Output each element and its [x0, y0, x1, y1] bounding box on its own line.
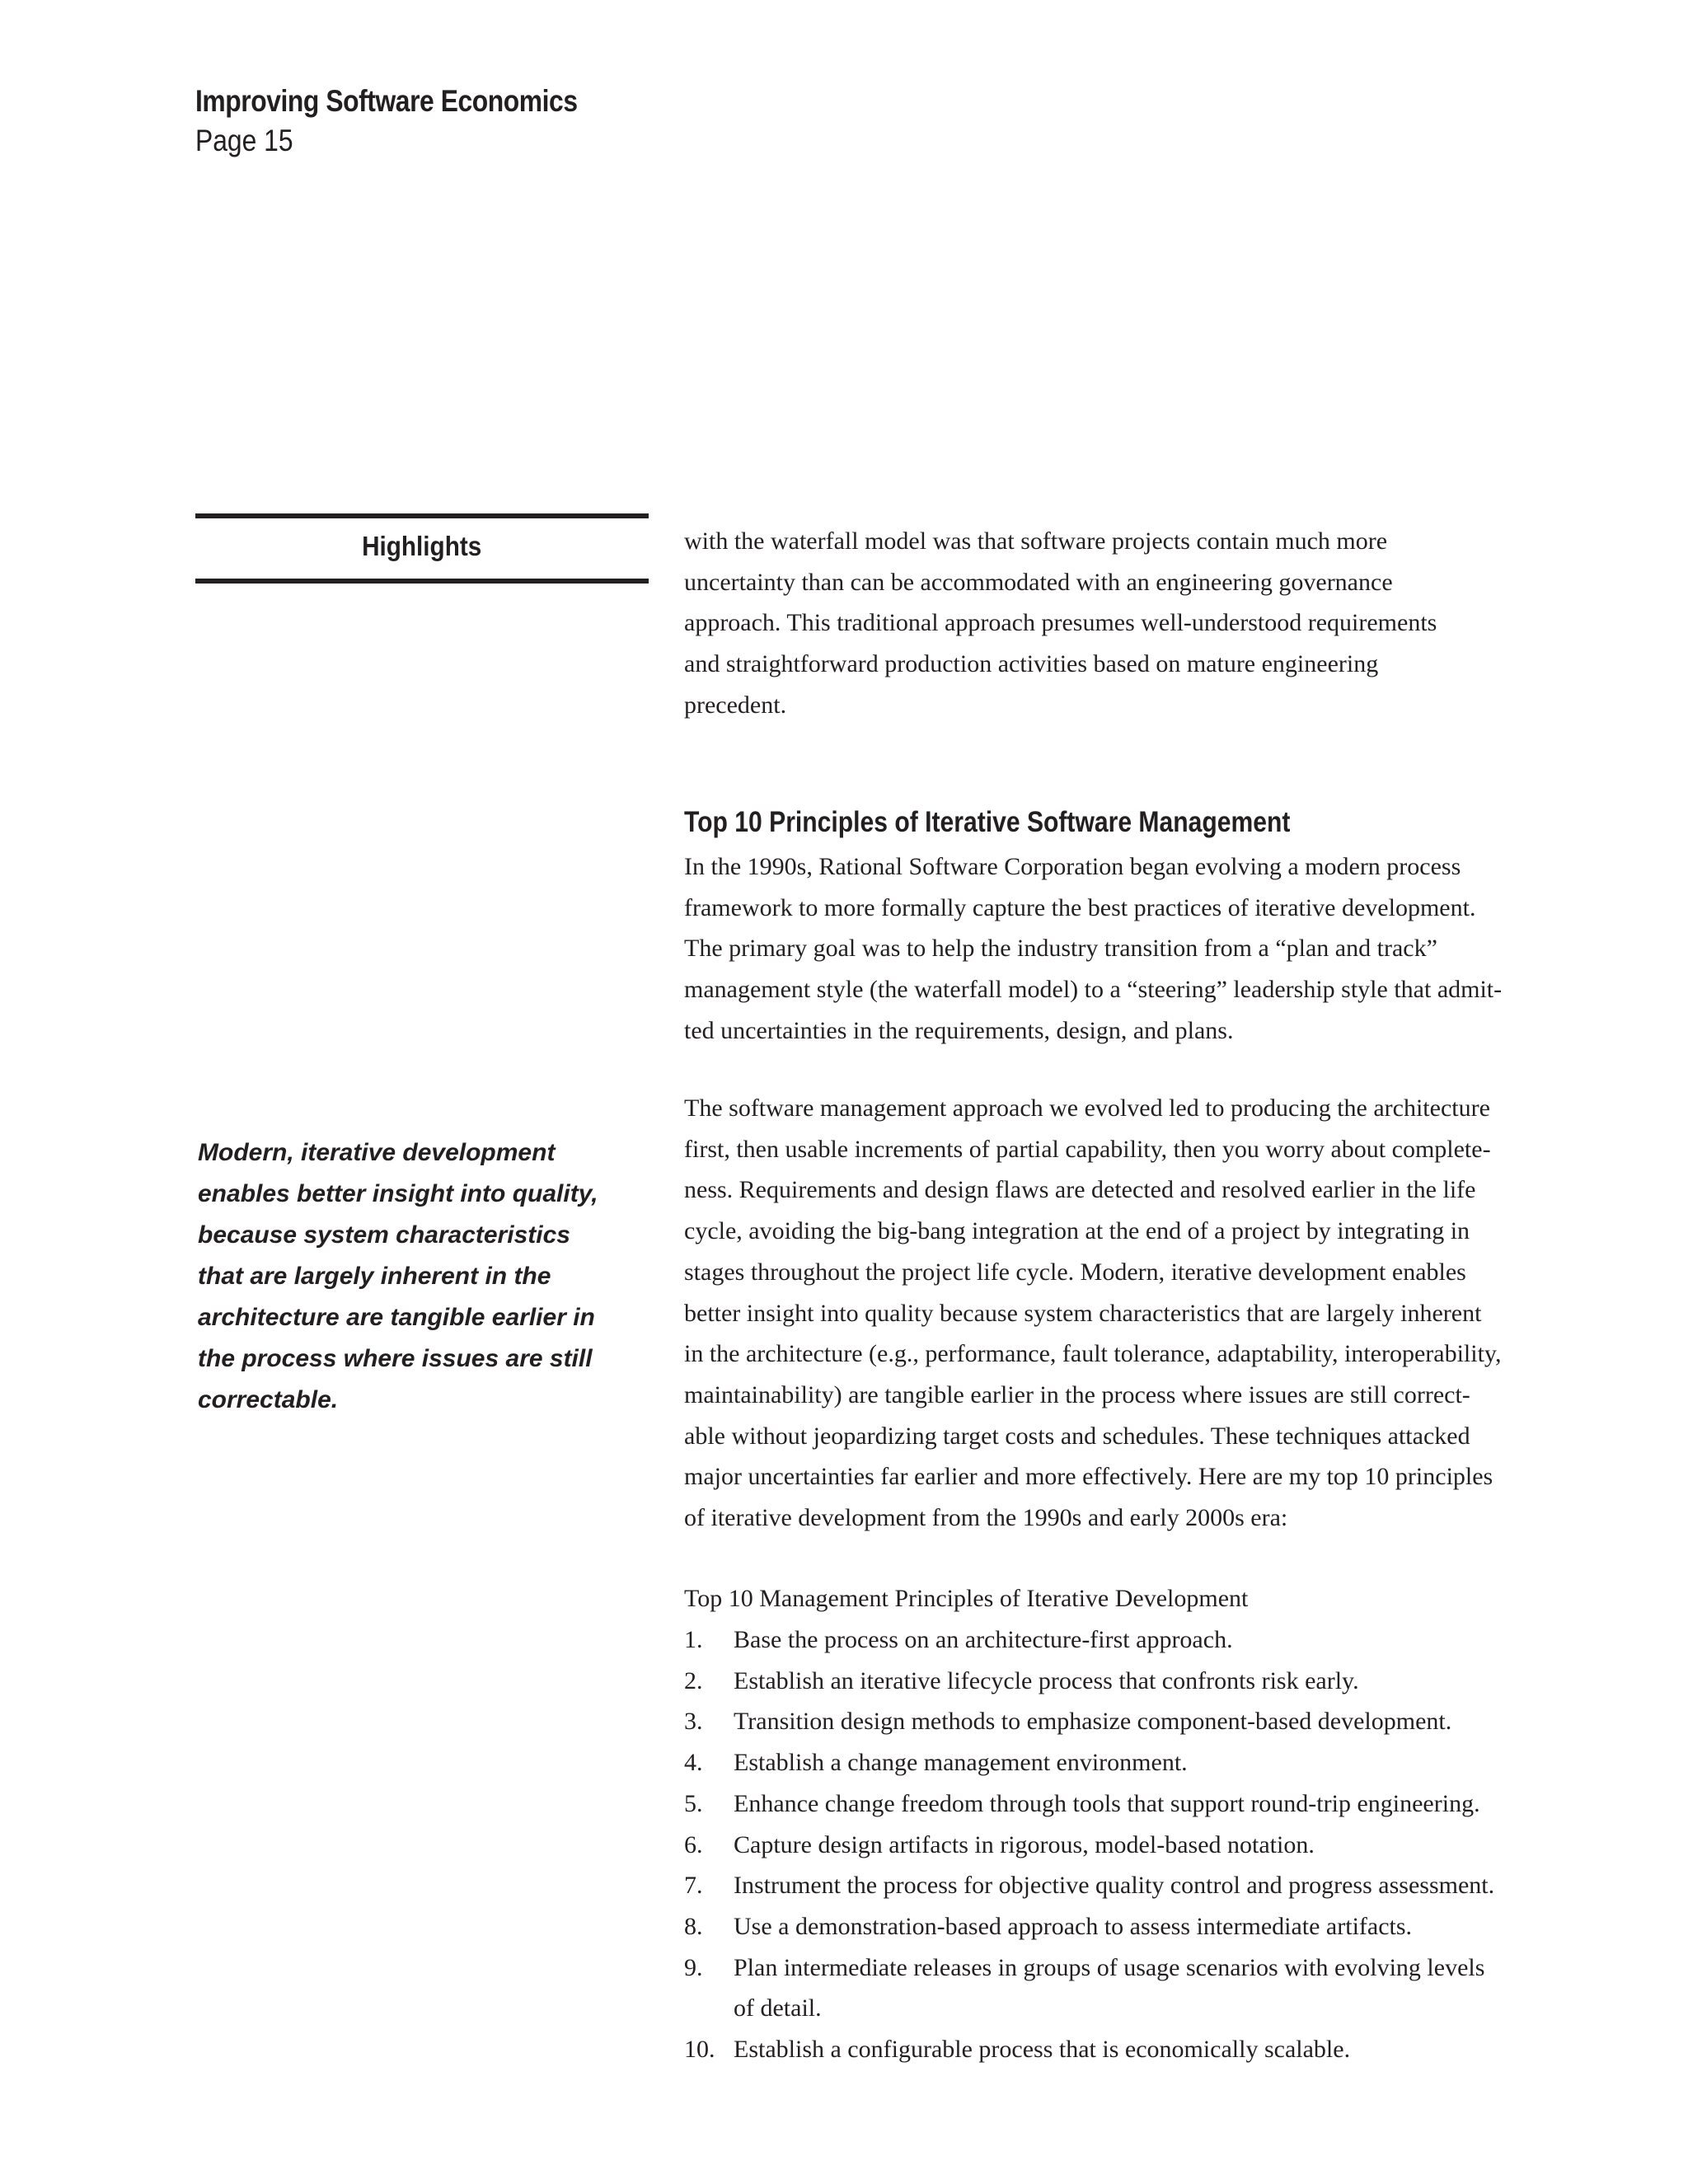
list-item: [684, 1906, 1574, 1947]
pullquote-line: because system characteristics: [198, 1221, 570, 1249]
list-item-text: Plan intermediate releases in groups of usage scenarios with evolving levels: [734, 1953, 1485, 1981]
highlights-rule-bottom: [195, 579, 649, 583]
list-item-text: Use a demonstration-based approach to assess intermediate artifacts.: [734, 1912, 1413, 1940]
pullquote-line: that are largely inherent in the: [198, 1263, 551, 1290]
pullquote-line: the process where issues are still: [198, 1345, 593, 1372]
document-title: Improving Software Economics: [195, 84, 578, 118]
list-item: [684, 1783, 1574, 1825]
list-item: [684, 1947, 1574, 2029]
list-item-number: 7.: [684, 1872, 703, 1900]
list-item-text: Base the process on an architecture-first approach.: [734, 1626, 1233, 1653]
para2-line: The software management approach we evolved led to producing the architecture: [684, 1094, 1490, 1122]
list-item-number: 10.: [684, 2036, 715, 2064]
list-item-number: 6.: [684, 1830, 703, 1858]
section-heading: Top 10 Principles of Iterative Software Management: [684, 806, 1291, 838]
intro-line: approach. This traditional approach presumes well-understood requirements: [684, 609, 1437, 637]
list-item: [684, 1619, 1574, 1661]
list-item-text: Capture design artifacts in rigorous, model-based notation.: [734, 1830, 1315, 1858]
list-item-text: Establish a configurable process that is economically scalable.: [734, 2036, 1351, 2064]
intro-paragraph: [684, 521, 1574, 726]
para2-line: in the architecture (e.g., performance, fault tolerance, adaptability, interoperability,: [684, 1340, 1502, 1368]
list-item-text: Transition design methods to emphasize component-based development.: [734, 1708, 1452, 1736]
pullquote: [198, 1132, 626, 1421]
list-item-number: 9.: [684, 1953, 703, 1981]
pullquote-line: correctable.: [198, 1386, 339, 1413]
highlights-label: Highlights: [362, 531, 482, 561]
para1-line: In the 1990s, Rational Software Corporation began evolving a modern process: [684, 853, 1461, 880]
para2-line: stages throughout the project life cycle. Modern, iterative development enables: [684, 1258, 1466, 1286]
para2-line: major uncertainties far earlier and more effectively. Here are my top 10 principles: [684, 1463, 1493, 1491]
list-item: [684, 1865, 1574, 1906]
list-item-number: 8.: [684, 1912, 703, 1940]
list-item-text: Establish an iterative lifecycle process that confronts risk early.: [734, 1666, 1359, 1694]
list-item-number: 1.: [684, 1626, 703, 1653]
paragraph-approach: [684, 1088, 1574, 1539]
intro-line: precedent.: [684, 691, 787, 719]
para2-line: able without jeopardizing target costs and schedules. These techniques attacked: [684, 1422, 1470, 1450]
intro-line: uncertainty than can be accommodated with an engineering governance: [684, 568, 1393, 596]
list-item-text: Establish a change management environment.: [734, 1749, 1188, 1777]
intro-line: with the waterfall model was that software projects contain much more: [684, 527, 1388, 555]
pullquote-line: Modern, iterative development: [198, 1139, 556, 1166]
list-item-number: 3.: [684, 1708, 703, 1736]
page-number: Page 15: [195, 124, 293, 157]
pullquote-line: architecture are tangible earlier in: [198, 1304, 595, 1331]
list-item-text: Enhance change freedom through tools that support round-trip engineering.: [734, 1789, 1480, 1817]
para1-line: ted uncertainties in the requirements, design, and plans.: [684, 1016, 1234, 1044]
para2-line: ness. Requirements and design flaws are detected and resolved earlier in the life: [684, 1176, 1476, 1204]
list-item: [684, 1661, 1574, 1702]
para2-line: maintainability) are tangible earlier in the process where issues are still correct-: [684, 1380, 1470, 1408]
para2-line: of iterative development from the 1990s and early 2000s era:: [684, 1504, 1288, 1532]
para2-line: better insight into quality because system characteristics that are largely inherent: [684, 1299, 1482, 1327]
list-item-text-continued: of detail.: [734, 1994, 822, 2022]
highlights-rule-top: [195, 513, 649, 518]
list-item-number: 4.: [684, 1749, 703, 1777]
list-item: [684, 1701, 1574, 1742]
intro-line: and straightforward production activities based on mature engineering: [684, 650, 1379, 678]
pullquote-line: enables better insight into quality,: [198, 1180, 598, 1207]
list-item: [684, 2029, 1574, 2070]
list-title: Top 10 Management Principles of Iterative Development: [684, 1585, 1249, 1612]
para2-line: cycle, avoiding the big-bang integration at the end of a project by integrating in: [684, 1217, 1470, 1245]
list-item: [684, 1742, 1574, 1783]
list-item-number: 5.: [684, 1789, 703, 1817]
principles-list: [684, 1619, 1574, 2070]
para2-line: first, then usable increments of partial capability, then you worry about complete-: [684, 1135, 1491, 1163]
list-item-number: 2.: [684, 1666, 703, 1694]
para1-line: The primary goal was to help the industry transition from a “plan and track”: [684, 935, 1437, 963]
para1-line: framework to more formally capture the best practices of iterative development.: [684, 893, 1476, 921]
list-item: [684, 1825, 1574, 1866]
para1-line: management style (the waterfall model) to a “steering” leadership style that admit-: [684, 976, 1503, 1004]
list-item-text: Instrument the process for objective quality control and progress assessment.: [734, 1872, 1495, 1900]
paragraph-1990s: [684, 846, 1574, 1052]
